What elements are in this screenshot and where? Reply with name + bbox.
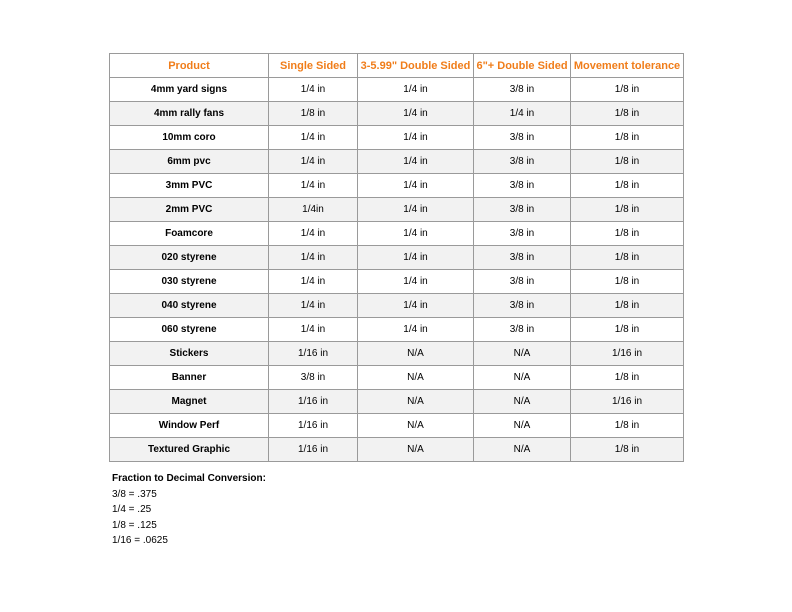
product-cell: 3mm PVC <box>110 174 269 198</box>
product-cell: Banner <box>110 366 269 390</box>
conversion-line-1-16: 1/16 = .0625 <box>112 535 168 546</box>
movement-tolerance-cell: 1/8 in <box>571 174 684 198</box>
single-sided-cell: 1/4 in <box>269 270 358 294</box>
double-sided-6-plus-cell: 3/8 in <box>474 294 571 318</box>
double-sided-3-5-cell: 1/4 in <box>358 318 474 342</box>
double-sided-3-5-cell: 1/4 in <box>358 222 474 246</box>
table-header-row <box>110 54 684 78</box>
single-sided-cell: 1/4 in <box>269 246 358 270</box>
double-sided-6-plus-cell: 3/8 in <box>474 126 571 150</box>
table-row <box>110 438 684 462</box>
movement-tolerance-cell: 1/8 in <box>571 270 684 294</box>
single-sided-cell: 1/16 in <box>269 438 358 462</box>
double-sided-6-plus-cell: N/A <box>474 438 571 462</box>
column-header-3-5-double-sided: 3-5.99" Double Sided <box>358 54 474 78</box>
double-sided-6-plus-cell: 3/8 in <box>474 270 571 294</box>
table-row <box>110 102 684 126</box>
product-cell: Window Perf <box>110 414 269 438</box>
product-cell: 4mm rally fans <box>110 102 269 126</box>
notes-title: Fraction to Decimal Conversion: <box>112 473 266 484</box>
double-sided-6-plus-cell: 3/8 in <box>474 78 571 102</box>
table-row <box>110 366 684 390</box>
table-row <box>110 126 684 150</box>
table-row <box>110 294 684 318</box>
double-sided-3-5-cell: 1/4 in <box>358 150 474 174</box>
product-cell: Textured Graphic <box>110 438 269 462</box>
product-cell: 6mm pvc <box>110 150 269 174</box>
conversion-notes <box>112 471 266 549</box>
product-cell: Magnet <box>110 390 269 414</box>
column-header-6-plus-double-sided: 6"+ Double Sided <box>474 54 571 78</box>
double-sided-3-5-cell: 1/4 in <box>358 270 474 294</box>
single-sided-cell: 1/4 in <box>269 174 358 198</box>
double-sided-6-plus-cell: N/A <box>474 414 571 438</box>
double-sided-6-plus-cell: 1/4 in <box>474 102 571 126</box>
movement-tolerance-cell: 1/8 in <box>571 438 684 462</box>
double-sided-6-plus-cell: 3/8 in <box>474 222 571 246</box>
product-cell: Foamcore <box>110 222 269 246</box>
single-sided-cell: 1/4 in <box>269 78 358 102</box>
table-row <box>110 318 684 342</box>
movement-tolerance-cell: 1/16 in <box>571 390 684 414</box>
movement-tolerance-cell: 1/8 in <box>571 318 684 342</box>
double-sided-6-plus-cell: 3/8 in <box>474 174 571 198</box>
double-sided-3-5-cell: N/A <box>358 414 474 438</box>
double-sided-3-5-cell: 1/4 in <box>358 174 474 198</box>
single-sided-cell: 1/16 in <box>269 390 358 414</box>
double-sided-3-5-cell: N/A <box>358 438 474 462</box>
product-cell: 030 styrene <box>110 270 269 294</box>
product-cell: 060 styrene <box>110 318 269 342</box>
double-sided-3-5-cell: 1/4 in <box>358 294 474 318</box>
single-sided-cell: 1/4 in <box>269 150 358 174</box>
movement-tolerance-cell: 1/8 in <box>571 102 684 126</box>
table-row <box>110 174 684 198</box>
table-row <box>110 222 684 246</box>
single-sided-cell: 1/4 in <box>269 222 358 246</box>
table-row <box>110 414 684 438</box>
conversion-line-1-8: 1/8 = .125 <box>112 519 157 531</box>
movement-tolerance-cell: 1/8 in <box>571 294 684 318</box>
single-sided-cell: 1/4 in <box>269 126 358 150</box>
double-sided-6-plus-cell: 3/8 in <box>474 198 571 222</box>
double-sided-3-5-cell: N/A <box>358 342 474 366</box>
movement-tolerance-cell: 1/16 in <box>571 342 684 366</box>
single-sided-cell: 1/16 in <box>269 414 358 438</box>
double-sided-3-5-cell: 1/4 in <box>358 198 474 222</box>
product-cell: 020 styrene <box>110 246 269 270</box>
column-header-single-sided: Single Sided <box>269 54 358 78</box>
table-row <box>110 246 684 270</box>
movement-tolerance-cell: 1/8 in <box>571 366 684 390</box>
movement-tolerance-cell: 1/8 in <box>571 246 684 270</box>
table-row <box>110 78 684 102</box>
double-sided-6-plus-cell: 3/8 in <box>474 246 571 270</box>
table-row <box>110 390 684 414</box>
product-cell: 10mm coro <box>110 126 269 150</box>
double-sided-6-plus-cell: N/A <box>474 390 571 414</box>
product-cell: Stickers <box>110 342 269 366</box>
product-cell: 2mm PVC <box>110 198 269 222</box>
tolerance-table <box>109 53 684 462</box>
column-header-movement-tolerance: Movement tolerance <box>571 54 684 78</box>
movement-tolerance-cell: 1/8 in <box>571 126 684 150</box>
double-sided-3-5-cell: 1/4 in <box>358 126 474 150</box>
movement-tolerance-cell: 1/8 in <box>571 222 684 246</box>
double-sided-6-plus-cell: 3/8 in <box>474 150 571 174</box>
double-sided-3-5-cell: 1/4 in <box>358 246 474 270</box>
table-row <box>110 342 684 366</box>
movement-tolerance-cell: 1/8 in <box>571 78 684 102</box>
product-cell: 040 styrene <box>110 294 269 318</box>
double-sided-6-plus-cell: N/A <box>474 342 571 366</box>
single-sided-cell: 1/4 in <box>269 294 358 318</box>
column-header-product: Product <box>110 54 269 78</box>
double-sided-3-5-cell: N/A <box>358 390 474 414</box>
single-sided-cell: 1/4 in <box>269 318 358 342</box>
movement-tolerance-cell: 1/8 in <box>571 198 684 222</box>
movement-tolerance-cell: 1/8 in <box>571 150 684 174</box>
product-cell: 4mm yard signs <box>110 78 269 102</box>
single-sided-cell: 1/16 in <box>269 342 358 366</box>
table-row <box>110 198 684 222</box>
movement-tolerance-cell: 1/8 in <box>571 414 684 438</box>
double-sided-3-5-cell: 1/4 in <box>358 102 474 126</box>
table-body <box>110 78 684 462</box>
double-sided-3-5-cell: 1/4 in <box>358 78 474 102</box>
conversion-line-1-4: 1/4 = .25 <box>112 504 152 515</box>
single-sided-cell: 1/4in <box>269 198 358 222</box>
single-sided-cell: 1/8 in <box>269 102 358 126</box>
double-sided-6-plus-cell: 3/8 in <box>474 318 571 342</box>
table-row <box>110 270 684 294</box>
double-sided-6-plus-cell: N/A <box>474 366 571 390</box>
single-sided-cell: 3/8 in <box>269 366 358 390</box>
table-row <box>110 150 684 174</box>
double-sided-3-5-cell: N/A <box>358 366 474 390</box>
conversion-line-3-8: 3/8 = .375 <box>112 488 157 500</box>
